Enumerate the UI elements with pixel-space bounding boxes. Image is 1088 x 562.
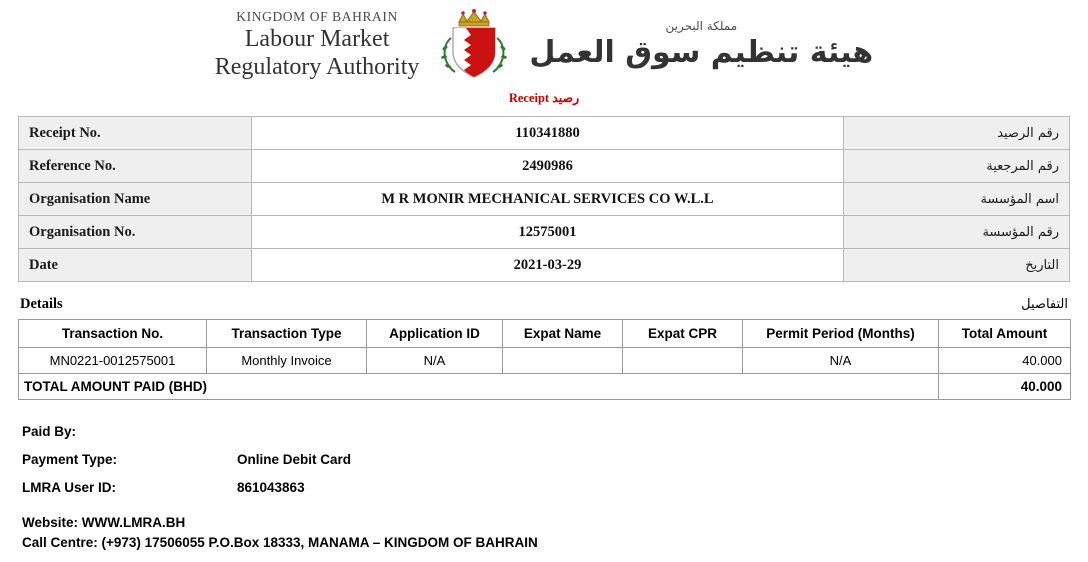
arabic-kingdom-label: مملكة البحرين xyxy=(665,19,738,34)
total-amount-paid-label: TOTAL AMOUNT PAID (BHD) xyxy=(19,374,939,400)
col-transaction-no: Transaction No. xyxy=(19,320,207,348)
cell-total-amount: 40.000 xyxy=(939,348,1071,374)
col-transaction-type: Transaction Type xyxy=(207,320,367,348)
table-header-row xyxy=(19,320,1071,348)
arabic-authority-name: هيئة تنظيم سوق العمل xyxy=(529,34,874,70)
paid-by-label: Paid By: xyxy=(22,424,77,439)
document-header xyxy=(0,0,1088,84)
table-row xyxy=(19,183,1070,216)
footer-call-centre: Call Centre: (+973) 17506055 P.O.Box 18333, MANAMA – KINGDOM OF BAHRAIN xyxy=(22,534,538,550)
table-row xyxy=(19,348,1071,374)
reference-no-label: Reference No. xyxy=(19,150,252,183)
details-heading xyxy=(18,296,1070,313)
cell-transaction-type: Monthly Invoice xyxy=(207,348,367,374)
lmra-user-id-line xyxy=(22,480,1070,495)
header-english-title xyxy=(215,9,420,82)
receipt-no-label: Receipt No. xyxy=(19,117,252,150)
cell-expat-cpr xyxy=(623,348,743,374)
authority-line-1: Labour Market xyxy=(244,26,390,53)
total-row xyxy=(19,374,1071,400)
date-label: Date xyxy=(19,249,252,282)
cell-transaction-no: MN0221-0012575001 xyxy=(19,348,207,374)
content-wrapper xyxy=(0,116,1088,552)
footer-website: Website: WWW.LMRA.BH xyxy=(22,515,186,530)
lmra-user-id-value: 861043863 xyxy=(237,480,305,495)
table-row xyxy=(19,150,1070,183)
col-application-id: Application ID xyxy=(367,320,503,348)
table-row xyxy=(19,249,1070,282)
header-arabic-title xyxy=(529,19,873,70)
cell-expat-name xyxy=(503,348,623,374)
payment-type-line xyxy=(22,452,1070,467)
col-total-amount: Total Amount xyxy=(939,320,1071,348)
date-value: 2021-03-29 xyxy=(252,249,844,282)
cell-application-id: N/A xyxy=(367,348,503,374)
col-permit-period: Permit Period (Months) xyxy=(743,320,939,348)
paid-by-value xyxy=(237,424,1070,439)
authority-line-2: Regulatory Authority xyxy=(214,53,420,80)
lmra-user-id-label: LMRA User ID: xyxy=(22,480,117,495)
receipt-title-en: Receipt xyxy=(508,91,550,105)
organisation-no-label: Organisation No. xyxy=(19,216,252,249)
details-heading-ar: التفاصيل xyxy=(1021,297,1068,312)
receipt-title-ar: رصيد xyxy=(552,91,580,105)
document-footer xyxy=(18,513,1070,552)
transaction-details-table xyxy=(18,319,1071,400)
date-label-ar: التاريخ xyxy=(844,249,1070,282)
table-row xyxy=(19,117,1070,150)
paid-by-line xyxy=(22,424,1070,439)
receipt-info-table xyxy=(18,116,1070,282)
table-row xyxy=(19,216,1070,249)
reference-no-value: 2490986 xyxy=(252,150,844,183)
details-heading-en: Details xyxy=(20,296,63,312)
payment-type-label: Payment Type: xyxy=(22,452,118,467)
receipt-no-label-ar: رقم الرصيد xyxy=(844,117,1070,150)
payment-type-value: Online Debit Card xyxy=(237,452,352,467)
cell-permit-period: N/A xyxy=(743,348,939,374)
bahrain-coat-of-arms-icon xyxy=(433,8,515,82)
kingdom-label: KINGDOM OF BAHRAIN xyxy=(236,8,398,24)
col-expat-name: Expat Name xyxy=(503,320,623,348)
receipt-title xyxy=(0,90,1088,106)
organisation-no-label-ar: رقم المؤسسة xyxy=(844,216,1070,249)
organisation-no-value: 12575001 xyxy=(252,216,844,249)
organisation-name-label-ar: اسم المؤسسة xyxy=(844,183,1070,216)
organisation-name-value: M R MONIR MECHANICAL SERVICES CO W.L.L xyxy=(252,183,844,216)
reference-no-label-ar: رقم المرجعية xyxy=(844,150,1070,183)
receipt-no-value: 110341880 xyxy=(252,117,844,150)
organisation-name-label: Organisation Name xyxy=(19,183,252,216)
total-amount-paid-value: 40.000 xyxy=(939,374,1071,400)
payment-block xyxy=(18,424,1070,495)
col-expat-cpr: Expat CPR xyxy=(623,320,743,348)
